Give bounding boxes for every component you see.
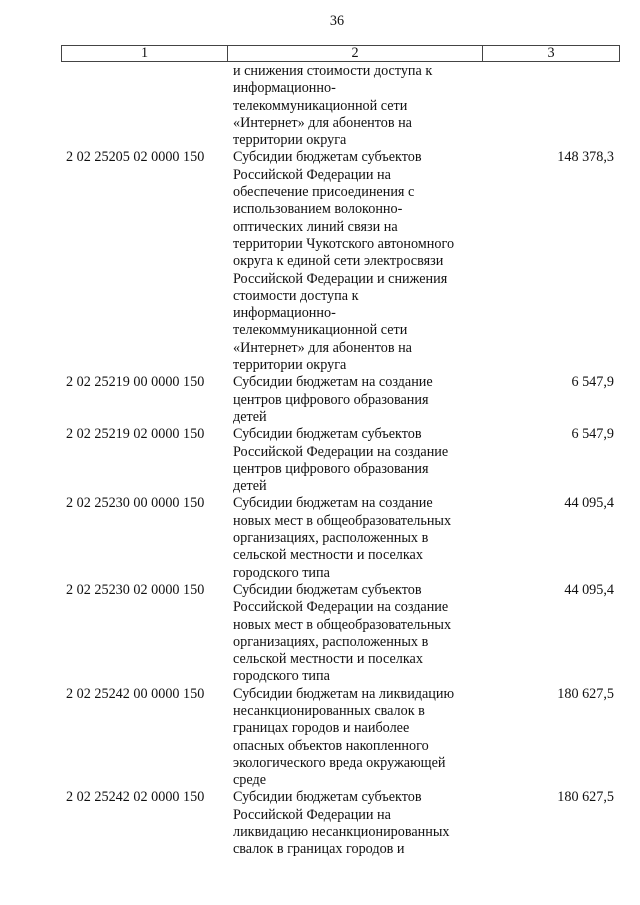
description-line: оптических линий связи на <box>233 218 398 235</box>
table-row <box>61 686 620 790</box>
description-line: несанкционированных свалок в <box>233 702 425 719</box>
description <box>227 426 482 495</box>
budget-code: 2 02 25230 02 0000 150 <box>66 581 205 598</box>
amount <box>482 63 620 149</box>
description <box>227 374 482 426</box>
amount: 6 547,9 <box>571 374 614 391</box>
description <box>227 582 482 686</box>
description-line: детей <box>233 478 267 495</box>
description-line: Субсидии бюджетам на ликвидацию <box>233 685 455 702</box>
description-line: территории Чукотского автономного <box>233 235 455 252</box>
description-line: «Интернет» для абонентов на <box>233 114 412 131</box>
description-line: Российской Федерации и снижения <box>233 270 448 287</box>
description-line: Российской Федерации на создание <box>233 443 449 460</box>
description-line: свалок в границах городов и <box>233 841 405 858</box>
description-line: детей <box>233 408 267 425</box>
description-line: городского типа <box>233 564 330 581</box>
header-col-3: 3 <box>547 45 555 61</box>
description-line: Субсидии бюджетам субъектов <box>233 149 422 166</box>
description-line: опасных объектов накопленного <box>233 737 429 754</box>
description-line: Российской Федерации на создание <box>233 599 449 616</box>
table-header <box>61 45 620 62</box>
description-line: телекоммуникационной сети <box>233 322 408 339</box>
table-row <box>61 374 620 426</box>
amount: 6 547,9 <box>571 426 614 443</box>
description <box>227 63 482 149</box>
table-row <box>61 149 620 374</box>
table-row <box>61 789 620 858</box>
budget-code: 2 02 25242 02 0000 150 <box>66 789 205 806</box>
amount: 44 095,4 <box>564 581 614 598</box>
description <box>227 149 482 374</box>
description-line: центров цифрового образования <box>233 460 429 477</box>
table-body <box>61 63 620 859</box>
description-line: округа к единой сети электросвязи <box>233 253 444 270</box>
description-line: организациях, расположенных в <box>233 530 429 547</box>
budget-code: 2 02 25242 00 0000 150 <box>66 685 205 702</box>
description-line: телекоммуникационной сети <box>233 97 408 114</box>
description-line: Субсидии бюджетам субъектов <box>233 581 422 598</box>
amount: 180 627,5 <box>557 685 614 702</box>
description-line: Субсидии бюджетам субъектов <box>233 426 422 443</box>
page-number: 36 <box>329 13 345 29</box>
description-line: Российской Федерации на <box>233 166 391 183</box>
description-line: ликвидацию несанкционированных <box>233 824 450 841</box>
description-line: обеспечение присоединения с <box>233 184 415 201</box>
description-line: границах городов и наиболее <box>233 720 410 737</box>
description-line: территории округа <box>233 132 347 149</box>
budget-code <box>61 63 227 149</box>
description-line: Субсидии бюджетам на создание <box>233 495 433 512</box>
description-line: Субсидии бюджетам субъектов <box>233 789 422 806</box>
budget-code: 2 02 25230 00 0000 150 <box>66 495 205 512</box>
amount: 44 095,4 <box>564 495 614 512</box>
description-line: использованием волоконно- <box>233 201 403 218</box>
budget-code: 2 02 25219 02 0000 150 <box>66 426 205 443</box>
description <box>227 789 482 858</box>
description <box>227 686 482 790</box>
description-line: «Интернет» для абонентов на <box>233 339 412 356</box>
description-line: новых мест в общеобразовательных <box>233 616 452 633</box>
table-row <box>61 63 620 149</box>
description-line: стоимости доступа к <box>233 287 359 304</box>
description-line: городского типа <box>233 668 330 685</box>
description <box>227 495 482 581</box>
description-line: Российской Федерации на <box>233 806 391 823</box>
description-line: сельской местности и поселках <box>233 547 423 564</box>
description-line: территории округа <box>233 357 347 374</box>
table-row <box>61 426 620 495</box>
header-col-2: 2 <box>228 46 483 61</box>
budget-code: 2 02 25205 02 0000 150 <box>66 149 205 166</box>
description-line: сельской местности и поселках <box>233 651 423 668</box>
description-line: информационно- <box>233 80 336 97</box>
table-row <box>61 495 620 581</box>
description-line: и снижения стоимости доступа к <box>233 63 433 79</box>
description-line: экологического вреда окружающей <box>233 754 446 771</box>
description-line: центров цифрового образования <box>233 391 429 408</box>
description-line: Субсидии бюджетам на создание <box>233 374 433 391</box>
table-row <box>61 582 620 686</box>
budget-code: 2 02 25219 00 0000 150 <box>66 374 205 391</box>
amount: 180 627,5 <box>557 789 614 806</box>
description-line: среде <box>233 772 267 789</box>
amount: 148 378,3 <box>557 149 614 166</box>
header-col-1: 1 <box>62 46 228 61</box>
description-line: организациях, расположенных в <box>233 633 429 650</box>
description-line: информационно- <box>233 305 336 322</box>
description-line: новых мест в общеобразовательных <box>233 512 452 529</box>
